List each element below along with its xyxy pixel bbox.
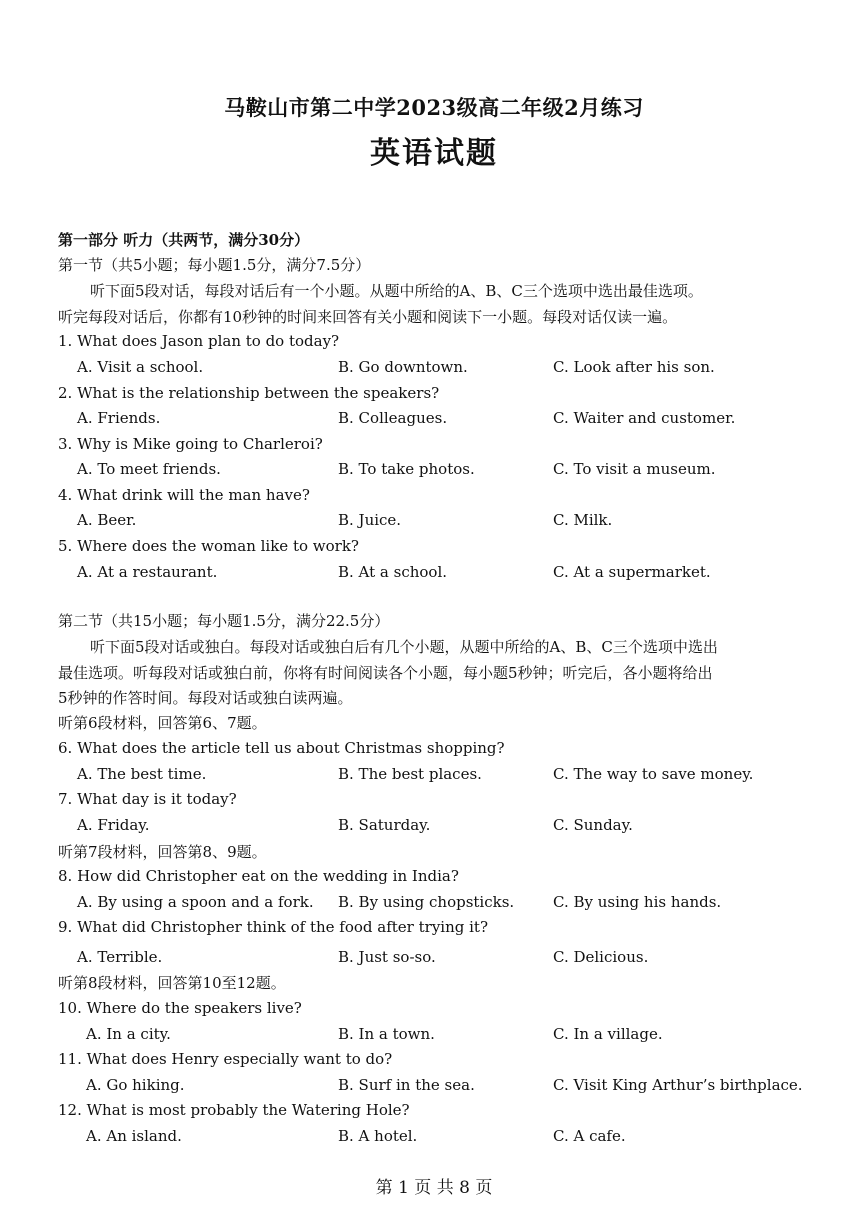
option-b: B. To take photos. [338, 460, 475, 478]
question-1: 1. What does Jason plan to do today? [58, 332, 340, 350]
option-a: A. Beer. [77, 511, 137, 529]
option-b: B. At a school. [338, 563, 448, 581]
option-c: C. Sunday. [553, 816, 633, 834]
option-b: B. Just so-so. [338, 948, 436, 966]
option-c: C. In a village. [553, 1025, 663, 1043]
section1-instruction-line: 听完每段对话后，你都有10秒钟的时间来回答有关小题和阅读下一小题。每段对话仅读一遍。 [58, 308, 678, 326]
option-b: B. In a town. [338, 1025, 435, 1043]
question-11: 11. What does Henry especially want to do? [58, 1050, 393, 1068]
option-a: A. The best time. [77, 765, 207, 783]
section2-instruction-line: 听下面5段对话或独白。每段对话或独白后有几个小题，从题中所给的A、B、C三个选项中选出 [90, 638, 718, 656]
question-4: 4. What drink will the man have? [58, 486, 310, 504]
exam-title: 马鞍山市第二中学2023级高二年级2月练习 [224, 95, 644, 120]
option-c: C. Waiter and customer. [553, 409, 736, 427]
option-b: B. Colleagues. [338, 409, 448, 427]
section2-instruction-line: 5秒钟的作答时间。每段对话或独白读两遍。 [58, 689, 353, 707]
option-a: A. Go hiking. [86, 1076, 185, 1094]
page-number: 第 1 页 共 8 页 [375, 1178, 493, 1198]
material-note: 听第7段材料，回答第8、9题。 [58, 843, 267, 861]
exam-subtitle: 英语试题 [370, 136, 498, 171]
option-c: C. A cafe. [553, 1127, 626, 1145]
material-note: 听第6段材料，回答第6、7题。 [58, 714, 267, 732]
part1-heading: 第一部分 听力（共两节，满分30分） [58, 231, 310, 249]
option-a: A. Friday. [77, 816, 150, 834]
section2-heading: 第二节（共15小题；每小题1.5分，满分22.5分） [58, 612, 390, 630]
option-c: C. Visit King Arthur’s birthplace. [553, 1076, 803, 1094]
option-b: B. Go downtown. [338, 358, 468, 376]
question-12: 12. What is most probably the Watering Hole? [58, 1101, 410, 1119]
question-10: 10. Where do the speakers live? [58, 999, 302, 1017]
question-5: 5. Where does the woman like to work? [58, 537, 359, 555]
option-a: A. In a city. [86, 1025, 171, 1043]
option-a: A. Visit a school. [77, 358, 204, 376]
section1-instruction-line: 听下面5段对话，每段对话后有一个小题。从题中所给的A、B、C三个选项中选出最佳选项。 [90, 282, 703, 300]
question-2: 2. What is the relationship between the speakers? [58, 384, 440, 402]
section2-instruction-line: 最佳选项。听每段对话或独白前，你将有时间阅读各个小题，每小题5秒钟；听完后，各小题将给出 [58, 664, 713, 682]
option-c: C. To visit a museum. [553, 460, 716, 478]
option-c: C. The way to save money. [553, 765, 754, 783]
option-b: B. The best places. [338, 765, 482, 783]
question-7: 7. What day is it today? [58, 790, 237, 808]
material-note: 听第8段材料，回答第10至12题。 [58, 974, 286, 992]
question-8: 8. How did Christopher eat on the wedding in India? [58, 867, 459, 885]
option-c: C. Milk. [553, 511, 613, 529]
option-a: A. To meet friends. [77, 460, 221, 478]
option-c: C. Delicious. [553, 948, 649, 966]
option-a: A. At a restaurant. [77, 563, 218, 581]
option-a: A. Terrible. [77, 948, 163, 966]
option-c: C. By using his hands. [553, 893, 722, 911]
option-a: A. An island. [86, 1127, 182, 1145]
question-9: 9. What did Christopher think of the food after trying it? [58, 918, 488, 936]
option-b: B. By using chopsticks. [338, 893, 515, 911]
option-a: A. Friends. [77, 409, 161, 427]
option-c: C. Look after his son. [553, 358, 715, 376]
question-3: 3. Why is Mike going to Charleroi? [58, 435, 323, 453]
option-a: A. By using a spoon and a fork. [77, 893, 314, 911]
question-6: 6. What does the article tell us about Christmas shopping? [58, 739, 505, 757]
option-b: B. Juice. [338, 511, 402, 529]
section1-heading: 第一节（共5小题；每小题1.5分，满分7.5分） [58, 256, 371, 274]
option-b: B. Saturday. [338, 816, 431, 834]
option-c: C. At a supermarket. [553, 563, 711, 581]
option-b: B. Surf in the sea. [338, 1076, 475, 1094]
option-b: B. A hotel. [338, 1127, 418, 1145]
